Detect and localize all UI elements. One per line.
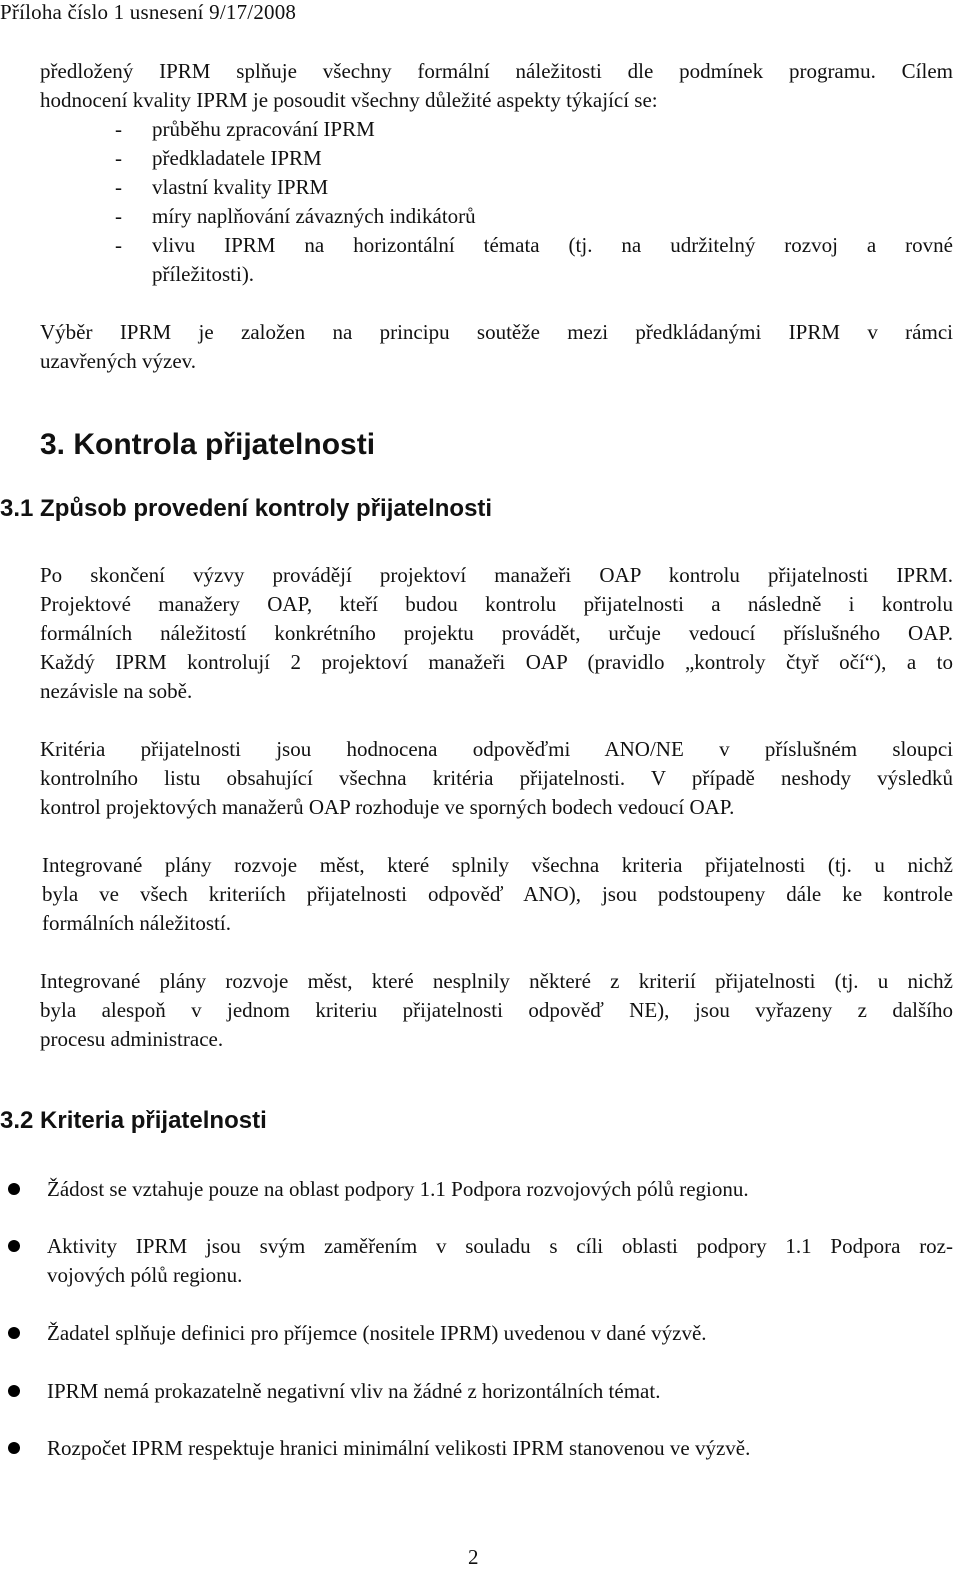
criteria-item: Rozpočet IPRM respektuje hranici minimální velikosti IPRM stanovenou ve výzvě. [47,1436,751,1460]
selection-para-line-1: Výběr IPRM je založen na principu soutěže mezi předkládanými IPRM v rámci [40,320,953,344]
para4-line: procesu administrace. [40,1027,224,1051]
bullet-icon [8,1240,20,1252]
para3-line: byla ve všech kriteriích přijatelnosti odpověď ANO), jsou podstoupeny dále ke kontrole [42,882,953,906]
para2-line: Kritéria přijatelnosti jsou hodnocena odpověďmi ANO/NE v příslušném sloupci [40,737,953,761]
bullet-icon [8,1183,20,1195]
bullet-icon [8,1327,20,1339]
section-3-2-heading: 3.2 Kriteria přijatelnosti [0,1107,267,1134]
list-dash: - [115,204,122,228]
aspect-item: předkladatele IPRM [152,146,322,170]
section-3-1-heading: 3.1 Způsob provedení kontroly přijatelnosti [0,495,493,522]
para3-line: Integrované plány rozvoje měst, které splnily všechna kriteria přijatelnosti (tj. u nichž [42,853,953,877]
bullet-icon [8,1385,20,1397]
para2-line: kontrolního listu obsahující všechna kritéria přijatelnosti. V případě neshody výsledků [40,766,953,790]
para4-line: Integrované plány rozvoje měst, které nesplnily některé z kriterií přijatelnosti (tj. u nichž [40,969,953,993]
criteria-item: IPRM nemá prokazatelně negativní vliv na žádné z horizontálních témat. [47,1379,661,1403]
intro-line-2: hodnocení kvality IPRM je posoudit všechny důležité aspekty týkající se: [40,88,658,112]
aspect-item: vlastní kvality IPRM [152,175,329,199]
bullet-icon [8,1442,20,1454]
criteria-item-continuation: vojových pólů regionu. [47,1263,243,1287]
aspect-item: vlivu IPRM na horizontální témata (tj. na udržitelný rozvoj a rovné [152,233,953,257]
para1-line: formálních náležitostí konkrétního projektu provádět, určuje vedoucí příslušného OAP. [40,621,953,645]
para2-line: kontrol projektových manažerů OAP rozhoduje ve sporných bodech vedoucí OAP. [40,795,735,819]
criteria-item: Aktivity IPRM jsou svým zaměřením v souladu s cíli oblasti podpory 1.1 Podpora roz- [47,1234,953,1258]
para1-line: Každý IPRM kontrolují 2 projektoví manažeři OAP (pravidlo „kontroly čtyř očí“), a to [40,650,953,674]
para1-line: nezávisle na sobě. [40,679,193,703]
aspect-item: míry naplňování závazných indikátorů [152,204,476,228]
aspect-item: průběhu zpracování IPRM [152,117,375,141]
selection-para-line-2: uzavřených výzev. [40,349,197,373]
para4-line: byla alespoň v jednom kriteriu přijatelnosti odpověď NE), jsou vyřazeny z dalšího [40,998,953,1022]
list-dash: - [115,146,122,170]
para1-line: Projektové manažery OAP, kteří budou kontrolu přijatelnosti a následně i kontrolu [40,592,953,616]
section-3-heading: 3. Kontrola přijatelnosti [40,428,376,461]
list-dash: - [115,233,122,257]
list-dash: - [115,117,122,141]
list-dash: - [115,175,122,199]
page-number: 2 [468,1545,479,1569]
para3-line: formálních náležitostí. [42,911,231,935]
criteria-item: Žádost se vztahuje pouze na oblast podpory 1.1 Podpora rozvojových pólů regionu. [47,1177,749,1201]
aspect-item-continuation: příležitosti). [152,262,255,286]
criteria-item: Žadatel splňuje definici pro příjemce (nositele IPRM) uvedenou v dané výzvě. [47,1321,707,1345]
intro-line-1: předložený IPRM splňuje všechny formální náležitosti dle podmínek programu. Cílem [40,59,953,83]
document-header: Příloha číslo 1 usnesení 9/17/2008 [0,0,297,24]
para1-line: Po skončení výzvy provádějí projektoví manažeři OAP kontrolu přijatelnosti IPRM. [40,563,953,587]
